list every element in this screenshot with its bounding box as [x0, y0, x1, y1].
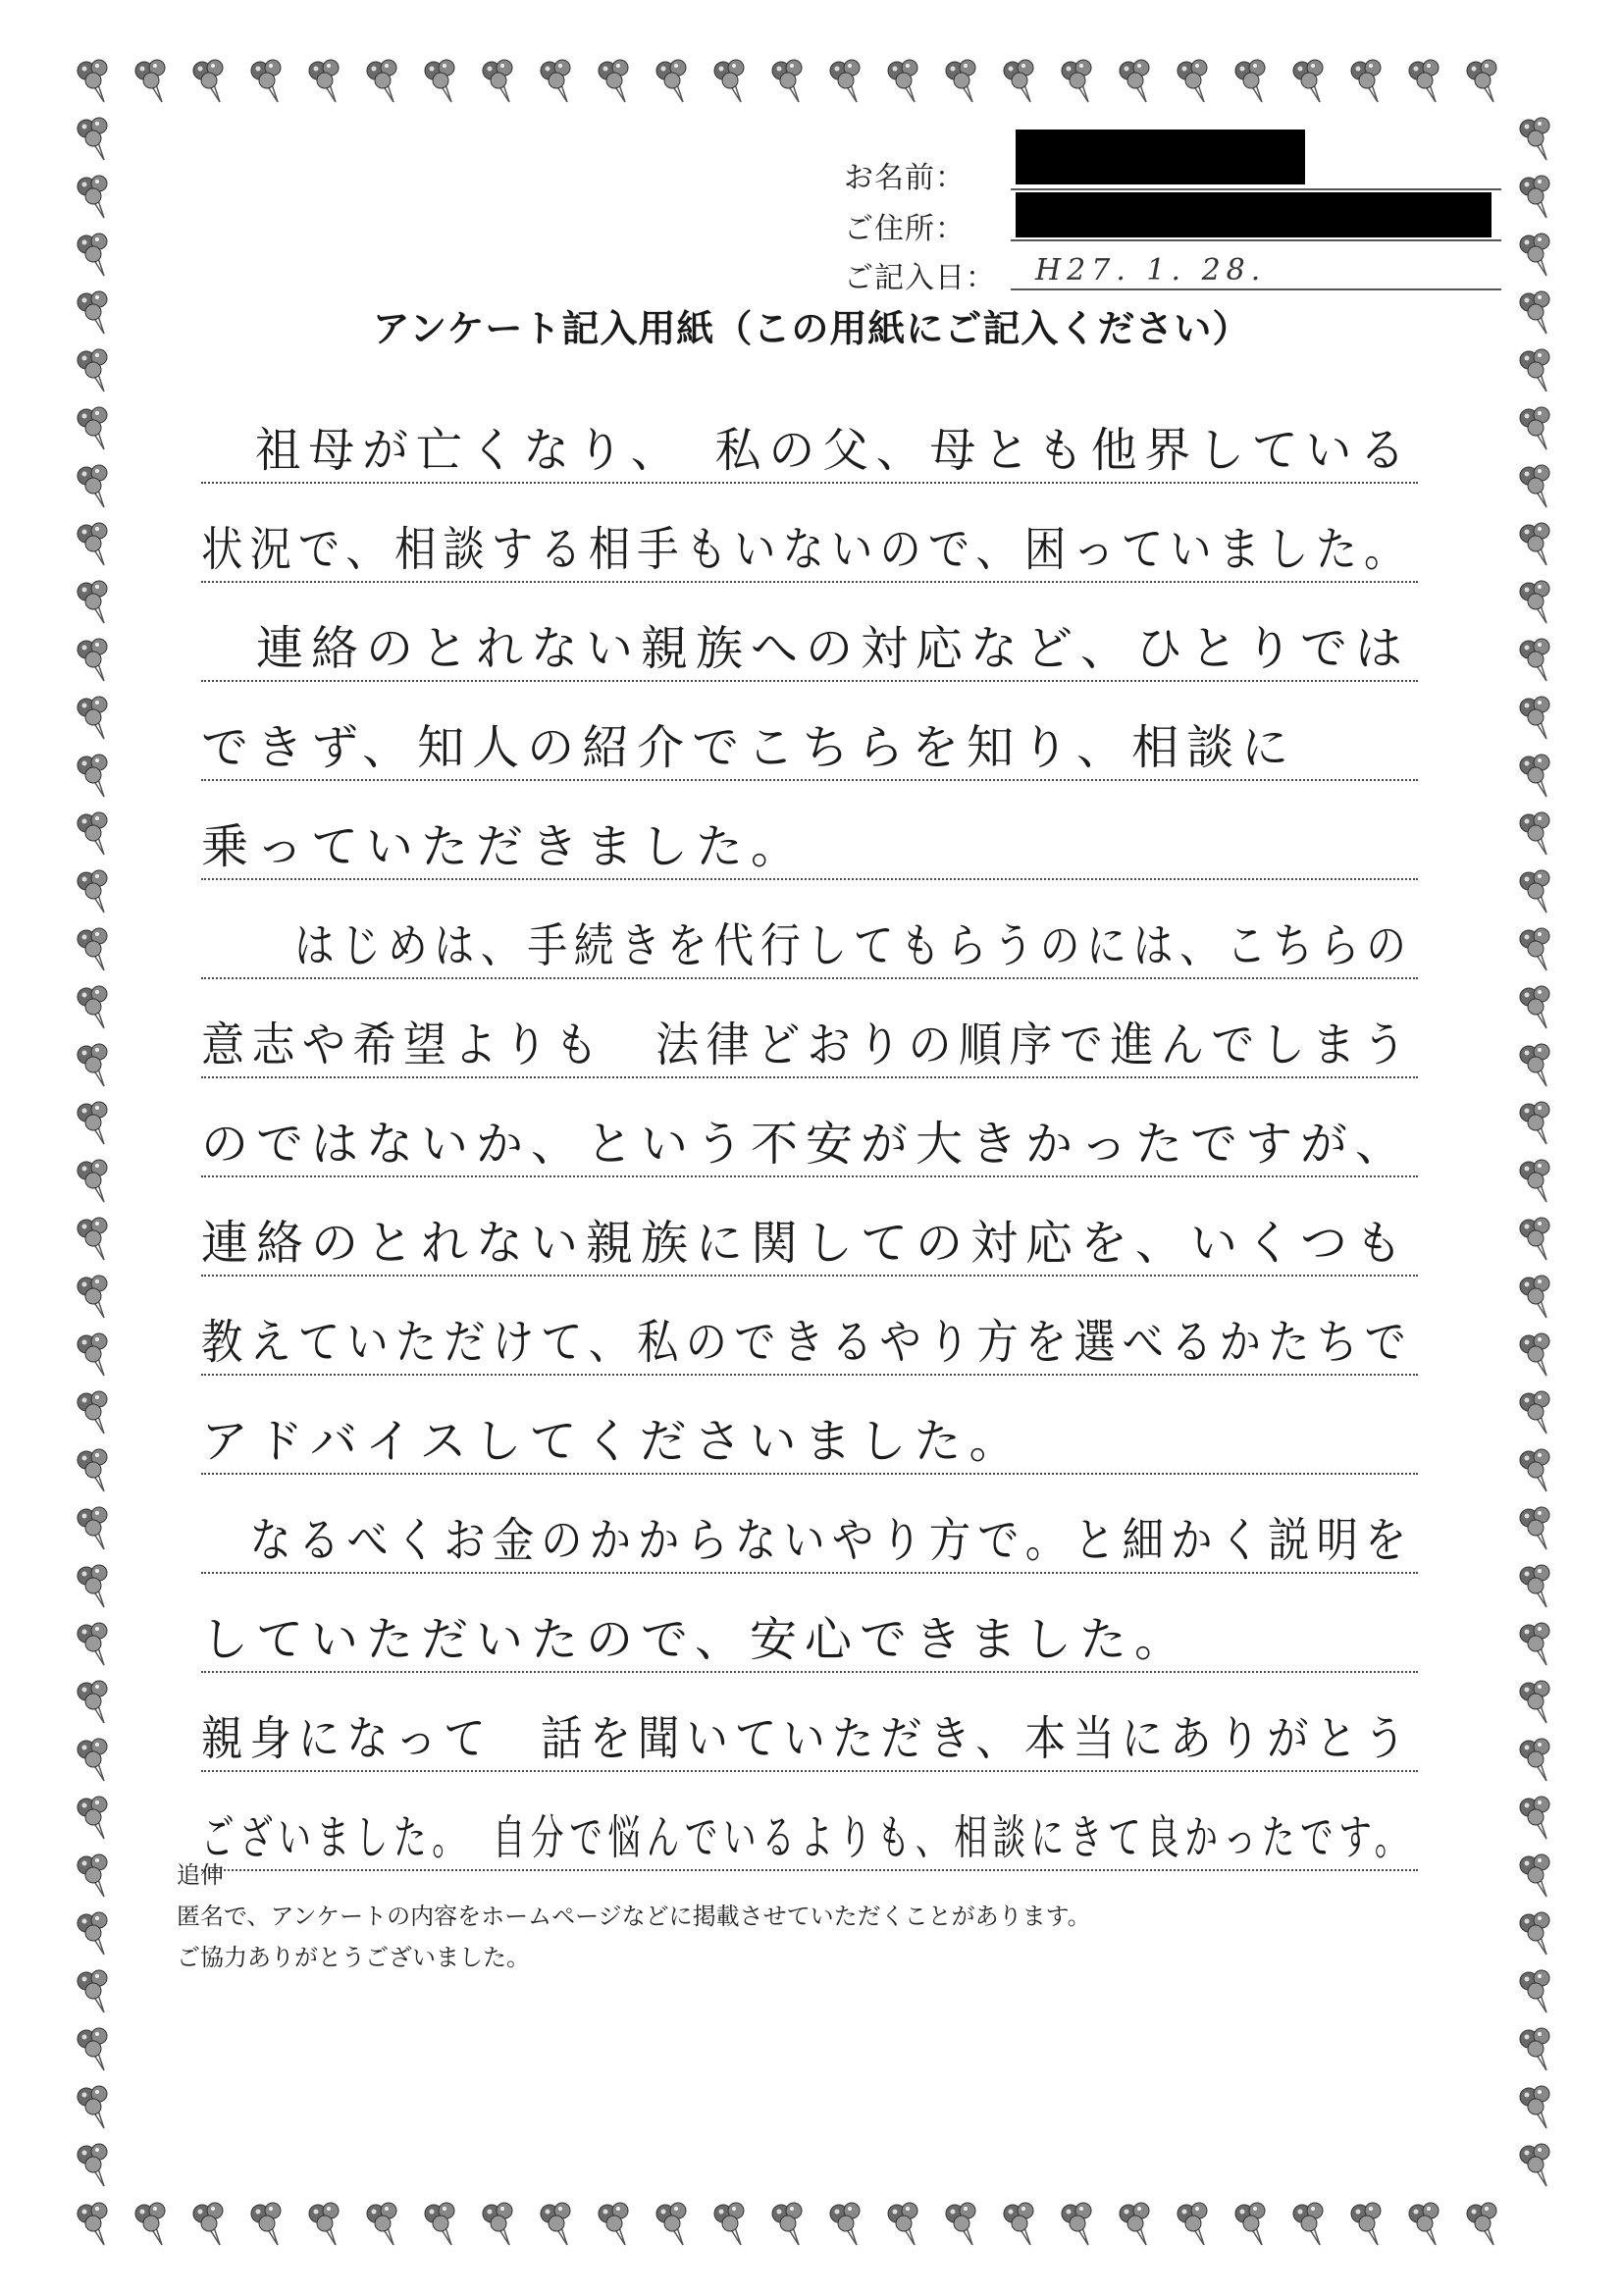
- body-line: [201, 979, 1418, 1078]
- balloon-cluster-icon: [78, 1739, 107, 1781]
- body-line-text: のではないか、という不安が大きかったですが、: [201, 1117, 1411, 1172]
- balloon-cluster-icon: [1004, 2203, 1033, 2245]
- balloon-cluster-icon: [78, 60, 107, 102]
- balloon-cluster-icon: [1293, 60, 1323, 102]
- body-line-text: ございました。 自分で悩んでいるよりも、相談にきて良かったです。: [201, 1810, 1413, 1865]
- balloon-cluster-icon: [656, 60, 686, 102]
- balloon-cluster-icon: [309, 60, 339, 102]
- balloon-cluster-icon: [78, 986, 107, 1028]
- balloon-cluster-icon: [946, 60, 975, 102]
- balloon-cluster-icon: [599, 2203, 628, 2245]
- balloon-cluster-icon: [1293, 2203, 1323, 2245]
- balloon-cluster-icon: [309, 2203, 339, 2245]
- balloon-cluster-icon: [656, 2203, 686, 2245]
- address-redaction: [1016, 192, 1492, 237]
- balloon-cluster-icon: [1062, 60, 1091, 102]
- body-line-text: アドバイスしてくださいました。: [201, 1414, 1024, 1469]
- balloon-cluster-icon: [1520, 1507, 1549, 1549]
- balloon-cluster-icon: [251, 60, 281, 102]
- body-line: [201, 583, 1418, 682]
- balloon-cluster-icon: [78, 870, 107, 913]
- balloon-cluster-icon: [78, 1276, 107, 1318]
- body-line-text: 連絡のとれない親族への対応など、ひとりでは: [201, 621, 1411, 676]
- balloon-cluster-icon: [425, 60, 454, 102]
- balloon-cluster-icon: [78, 1507, 107, 1549]
- balloon-cluster-icon: [1520, 1854, 1549, 1897]
- balloon-cluster-icon: [1520, 1797, 1549, 1839]
- balloon-cluster-icon: [888, 2203, 917, 2245]
- balloon-cluster-icon: [1351, 60, 1381, 102]
- body-line-text: 状況で、相談する相手もいないので、困っていました。: [201, 522, 1413, 577]
- balloon-cluster-icon: [78, 2144, 107, 2186]
- balloon-cluster-icon: [78, 1912, 107, 1955]
- balloon-cluster-icon: [1520, 523, 1549, 565]
- body-line: [201, 1475, 1418, 1574]
- balloon-cluster-icon: [78, 1681, 107, 1723]
- balloon-cluster-icon: [541, 2203, 570, 2245]
- balloon-cluster-icon: [78, 812, 107, 855]
- balloon-cluster-icon: [1520, 407, 1549, 449]
- name-field-line: [1011, 188, 1501, 190]
- body-line: [201, 880, 1418, 979]
- balloon-cluster-icon: [1409, 60, 1439, 102]
- balloon-cluster-icon: [772, 2203, 802, 2245]
- balloon-cluster-icon: [78, 2086, 107, 2128]
- balloon-cluster-icon: [1520, 1102, 1549, 1144]
- balloon-cluster-icon: [135, 60, 165, 102]
- balloon-cluster-icon: [251, 2203, 281, 2245]
- name-label: お名前：: [844, 161, 966, 195]
- body-line: [201, 1277, 1418, 1376]
- balloon-cluster-icon: [1520, 1970, 1549, 2012]
- balloon-cluster-icon: [483, 2203, 512, 2245]
- balloon-cluster-icon: [1178, 2203, 1207, 2245]
- balloon-cluster-icon: [78, 349, 107, 391]
- balloon-cluster-icon: [78, 1218, 107, 1260]
- balloon-cluster-icon: [78, 1102, 107, 1144]
- balloon-cluster-icon: [1520, 1044, 1549, 1086]
- address-label: ご住所：: [844, 212, 966, 246]
- balloon-cluster-icon: [1235, 2203, 1265, 2245]
- balloon-cluster-icon: [1120, 60, 1149, 102]
- balloon-cluster-icon: [1520, 639, 1549, 681]
- balloon-cluster-icon: [772, 60, 802, 102]
- body-line: [201, 682, 1418, 781]
- form-title: アンケート記入用紙（この用紙にご記入ください）: [372, 307, 1251, 350]
- balloon-cluster-icon: [78, 234, 107, 276]
- address-field-line: [1011, 239, 1501, 241]
- body-line: [201, 385, 1418, 484]
- balloon-cluster-icon: [1520, 1739, 1549, 1781]
- body-line: [201, 1376, 1418, 1475]
- body-line-text: 乗っていただきました。: [201, 819, 807, 874]
- balloon-cluster-icon: [193, 2203, 223, 2245]
- balloon-cluster-icon: [78, 1970, 107, 2012]
- balloon-cluster-icon: [78, 1160, 107, 1202]
- balloon-cluster-icon: [1520, 1449, 1549, 1491]
- body-line-text: 連絡のとれない親族に関しての対応を、いくつも: [201, 1216, 1411, 1271]
- balloon-cluster-icon: [1520, 928, 1549, 970]
- balloon-cluster-icon: [1520, 697, 1549, 739]
- body-line: [201, 1574, 1418, 1673]
- balloon-cluster-icon: [1520, 465, 1549, 507]
- balloon-cluster-icon: [78, 118, 107, 160]
- balloon-cluster-icon: [78, 581, 107, 623]
- balloon-cluster-icon: [1062, 2203, 1091, 2245]
- balloon-cluster-icon: [78, 1333, 107, 1376]
- balloon-cluster-icon: [78, 1623, 107, 1665]
- balloon-cluster-icon: [1178, 60, 1207, 102]
- balloon-cluster-icon: [1351, 2203, 1381, 2245]
- balloon-cluster-icon: [193, 60, 223, 102]
- body-line: [201, 1673, 1418, 1772]
- body-line-text: なるべくお金のかからないやり方で。と細かく説明を: [201, 1513, 1414, 1568]
- balloon-cluster-icon: [1520, 755, 1549, 797]
- balloon-cluster-icon: [1520, 1160, 1549, 1202]
- body-line-text: 教えていただけて、私のできるやり方を選べるかたちで: [201, 1315, 1413, 1370]
- balloon-cluster-icon: [78, 697, 107, 739]
- balloon-cluster-icon: [599, 60, 628, 102]
- balloon-cluster-icon: [1520, 1218, 1549, 1260]
- body-line: [201, 1177, 1418, 1277]
- balloon-cluster-icon: [1520, 234, 1549, 276]
- balloon-cluster-icon: [1520, 1276, 1549, 1318]
- date-field-line: [1011, 288, 1501, 290]
- date-value: H27. 1. 28.: [1035, 253, 1267, 287]
- body-line-text: はじめは、手続きを代行してもらうのには、こちらの: [201, 918, 1413, 973]
- body-line-text: していただいたので、安心できました。: [201, 1612, 1190, 1667]
- footer-heading: 追伸: [177, 1861, 224, 1889]
- balloon-cluster-icon: [78, 407, 107, 449]
- balloon-cluster-icon: [78, 1391, 107, 1434]
- balloon-cluster-icon: [425, 2203, 454, 2245]
- balloon-cluster-icon: [1520, 2144, 1549, 2186]
- balloon-cluster-icon: [830, 2203, 860, 2245]
- balloon-cluster-icon: [367, 2203, 396, 2245]
- balloon-cluster-icon: [1520, 1565, 1549, 1607]
- balloon-cluster-icon: [78, 1044, 107, 1086]
- balloon-cluster-icon: [78, 2028, 107, 2070]
- balloon-cluster-icon: [1520, 581, 1549, 623]
- balloon-cluster-icon: [1520, 2086, 1549, 2128]
- balloon-cluster-icon: [1520, 1391, 1549, 1434]
- balloon-cluster-icon: [78, 1565, 107, 1607]
- body-line: [201, 1078, 1418, 1177]
- balloon-cluster-icon: [78, 639, 107, 681]
- name-redaction: [1016, 130, 1305, 184]
- balloon-cluster-icon: [541, 60, 570, 102]
- balloon-cluster-icon: [1520, 986, 1549, 1028]
- body-line-text: 意志や希望よりも 法律どおりの順序で進んでしまう: [201, 1018, 1414, 1072]
- balloon-cluster-icon: [78, 2203, 107, 2245]
- balloon-cluster-icon: [1004, 60, 1033, 102]
- balloon-cluster-icon: [888, 60, 917, 102]
- balloon-cluster-icon: [714, 2203, 744, 2245]
- body-line-text: 親身になって 話を聞いていただき、本当にありがとう: [201, 1711, 1413, 1766]
- balloon-cluster-icon: [1520, 349, 1549, 391]
- balloon-cluster-icon: [1467, 60, 1496, 102]
- balloon-cluster-icon: [1520, 1912, 1549, 1955]
- balloon-cluster-icon: [135, 2203, 165, 2245]
- balloon-cluster-icon: [1520, 1681, 1549, 1723]
- balloon-cluster-icon: [1520, 1333, 1549, 1376]
- body-line: [201, 484, 1418, 583]
- balloon-cluster-icon: [78, 176, 107, 218]
- balloon-cluster-icon: [1235, 60, 1265, 102]
- body-line: [201, 781, 1418, 880]
- balloon-cluster-icon: [1520, 176, 1549, 218]
- balloon-cluster-icon: [78, 755, 107, 797]
- footer-note: [177, 1854, 1452, 1978]
- footer-thanks: ご協力ありがとうございました。: [177, 1944, 530, 1971]
- balloon-cluster-icon: [483, 60, 512, 102]
- balloon-cluster-icon: [78, 1854, 107, 1897]
- footer-note-text: 匿名で、アンケートの内容をホームページなどに掲載させていただくことがあります。: [177, 1903, 1091, 1930]
- balloon-cluster-icon: [1520, 118, 1549, 160]
- balloon-cluster-icon: [714, 60, 744, 102]
- body-line-text: 祖母が亡くなり、 私の父、母とも他界している: [201, 423, 1413, 478]
- balloon-cluster-icon: [78, 1797, 107, 1839]
- balloon-cluster-icon: [1520, 870, 1549, 913]
- handwritten-body: [201, 385, 1418, 1871]
- balloon-cluster-icon: [1520, 2028, 1549, 2070]
- balloon-cluster-icon: [1520, 1623, 1549, 1665]
- balloon-cluster-icon: [78, 465, 107, 507]
- balloon-cluster-icon: [1520, 812, 1549, 855]
- balloon-cluster-icon: [78, 928, 107, 970]
- body-line-text: できず、知人の紹介でこちらを知り、相談に: [201, 720, 1297, 775]
- balloon-cluster-icon: [830, 60, 860, 102]
- balloon-cluster-icon: [78, 1449, 107, 1491]
- balloon-cluster-icon: [1409, 2203, 1439, 2245]
- balloon-cluster-icon: [1467, 2203, 1496, 2245]
- balloon-cluster-icon: [78, 523, 107, 565]
- balloon-cluster-icon: [1120, 2203, 1149, 2245]
- balloon-cluster-icon: [367, 60, 396, 102]
- date-label: ご記入日：: [844, 261, 996, 295]
- balloon-cluster-icon: [946, 2203, 975, 2245]
